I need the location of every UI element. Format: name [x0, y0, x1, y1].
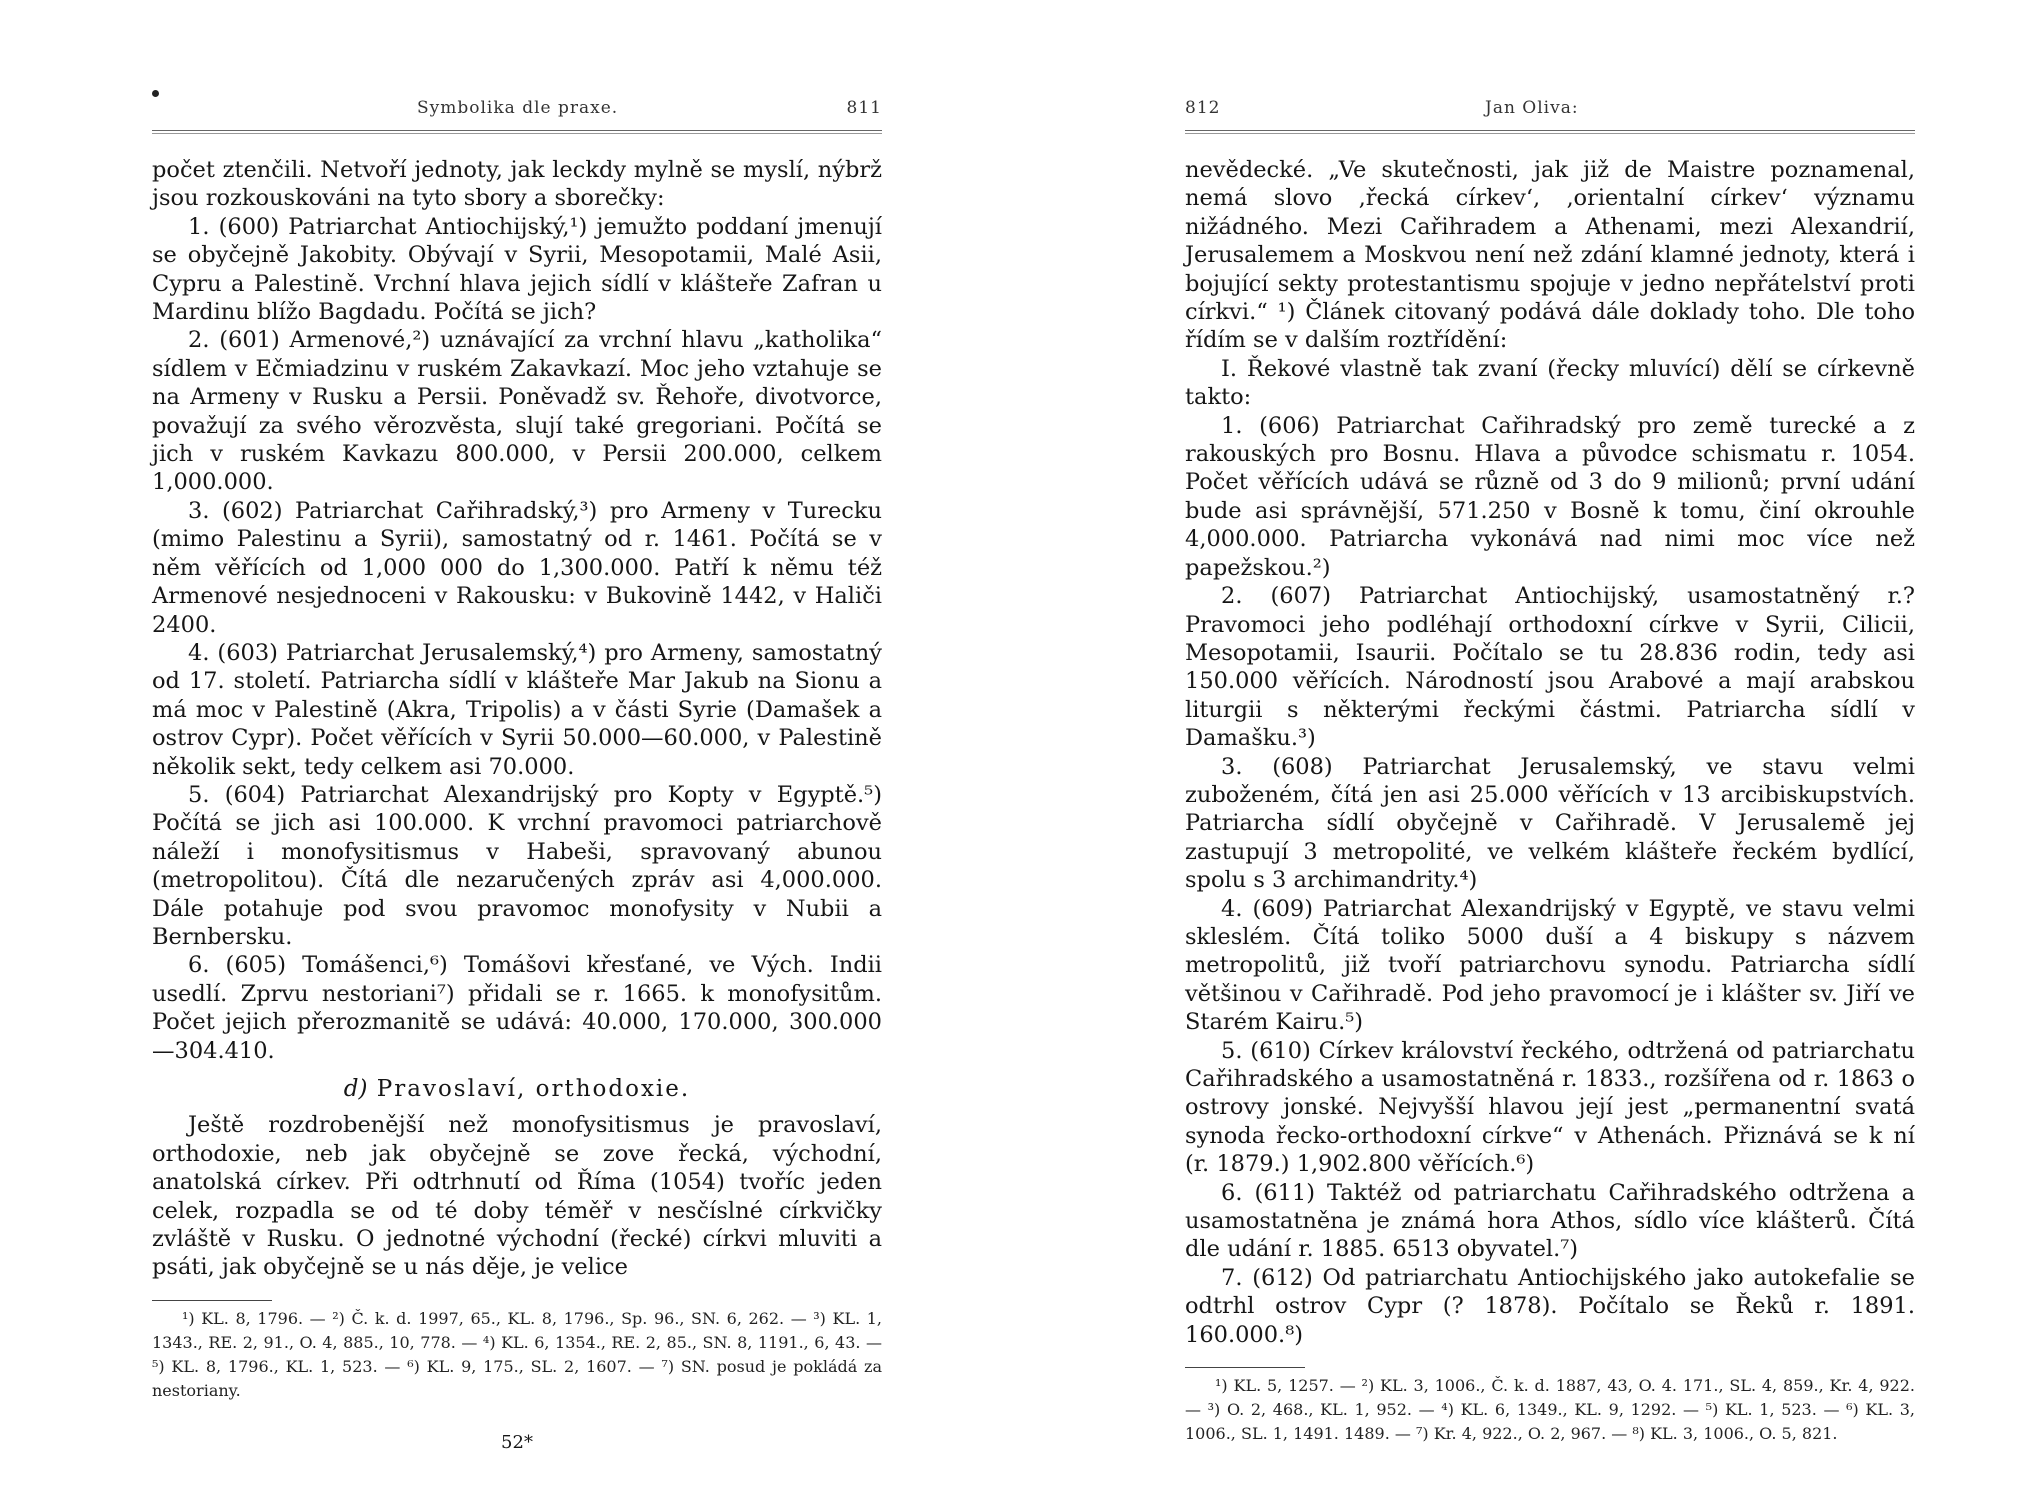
section-label: d) [343, 1076, 368, 1102]
signature-mark: 52* [501, 1431, 533, 1453]
paragraph: Ještě rozdrobenější než monofysitismus je pravoslaví, orthodoxie, neb jak obyčejně se zove řecká, východní, anatolská církev. Při odtrhnutí od Říma (1054) tvoříc jeden celek, rozpadla se od té doby téměř v nesčíslné církvičky zvláště v Rusku. O jednotné východní (řecké) církvi mluviti a psáti, jak obyčejně se u nás děje, je velice [152, 1112, 882, 1281]
left-page-body [152, 156, 882, 1457]
paragraph: 5. (610) Církev království řeckého, odtržená od patriarchatu Cařihradského a usamostatněná r. 1833., rozšířena od r. 1863 o ostrovy jonské. Nejvyšší hlavou její jest „permanentní svatá synoda řecko-orthodoxní církve“ v Athenách. Přiznává se k ní (r. 1879.) 1,902.800 věřících.⁶) [1185, 1037, 1915, 1178]
print-speck [152, 90, 159, 97]
paragraph: 4. (609) Patriarchat Alexandrijský v Egyptě, ve stavu velmi skleslém. Čítá toliko 5000 duší a 4 biskupy s názvem metropolitů, již tvoří patriarchovu synodu. Patriarcha sídlí většinou v Cařihradě. Pod jeho pravomocí je i klášter sv. Jiří ve Starém Kairu.⁵) [1185, 895, 1915, 1036]
right-footnotes [1185, 1374, 1915, 1446]
paragraph: 6. (611) Taktéž od patriarchatu Cařihradského odtržena a usamostatněna je známá hora Athos, sídlo více klášterů. Čítá dle udání r. 1885. 6513 obyvatel.⁷) [1185, 1179, 1915, 1263]
paragraph: 5. (604) Patriarchat Alexandrijský pro Kopty v Egyptě.⁵) Počítá se jich asi 100.000. K vrchní pravomoci patriarchově náleží i monofysitismus v Habeši, spravovaný abunou (metropolitou). Čítá dle nezaručených zpráv asi 4,000.000. Dále potahuje pod svou pravomoc monofysity v Nubii a Bernbersku. [152, 781, 882, 950]
section-title: Pravoslaví, orthodoxie. [376, 1076, 691, 1102]
footnote-rule [1185, 1367, 1305, 1368]
left-head-rule [152, 130, 882, 134]
right-running-head [1185, 98, 1915, 126]
paragraph: 3. (602) Patriarchat Cařihradský,³) pro Armeny v Turecku (mimo Palestinu a Syrii), samostatný od r. 1461. Počítá se v něm věřících od 1,000 000 do 1,300.000. Patří k němu též Armenové nesjednoceni v Rakousku: v Bukovině 1442, v Haliči 2400. [152, 497, 882, 638]
paragraph: 4. (603) Patriarchat Jerusalemský,⁴) pro Armeny, samostatný od 17. století. Patriarcha sídlí v klášteře Mar Jakub na Sionu a má moc v Palestině (Akra, Tripolis) a v části Syrie (Damašek a ostrov Cypr). Počet věřících v Syrii 50.000—60.000, v Palestině několik sekt, tedy celkem asi 70.000. [152, 639, 882, 780]
paragraph: počet ztenčili. Netvoří jednoty, jak leckdy mylně se myslí, nýbrž jsou rozkouskováni na tyto sbory a sborečky: [152, 157, 882, 212]
left-footnotes [152, 1307, 882, 1403]
right-page-body [1185, 156, 1915, 1446]
paragraph: 2. (607) Patriarchat Antiochijský, usamostatněný r.? Pravomoci jeho podléhají orthodoxní církve v Syrii, Cilicii, Mesopotamii, Isaurii. Počítalo se tu 28.836 rodin, tedy asi 150.000 věřících. Národností jsou Arabové a mají arabskou liturgii s některými řeckými částmi. Patriarcha sídlí v Damašku.³) [1185, 583, 1915, 752]
left-running-title: Symbolika dle praxe. [417, 98, 619, 118]
footnote: ¹) KL. 8, 1796. — ²) Č. k. d. 1997, 65., KL. 8, 1796., Sp. 96., SN. 6, 262. — ³) KL. 1, 1343., RE. 2, 91., O. 4, 885., 10, 778. — ⁴) KL. 6, 1354., RE. 2, 85., SN. 8, 1191., 6, 43. — ⁵) KL. 8, 1796., KL. 1, 523. — ⁶) KL. 9, 175., SL. 2, 1607. — ⁷) SN. posud je pokládá za nestoriany. [152, 1308, 882, 1400]
section-heading [152, 1075, 882, 1103]
footnote-rule [152, 1300, 272, 1301]
paragraph: 1. (600) Patriarchat Antiochijský,¹) jemužto poddaní jmenují se obyčejně Jakobity. Obývají v Syrii, Mesopotamii, Malé Asii, Cypru a Palestině. Vrchní hlava jejich sídlí v klášteře Zafran u Mardinu blížo Bagdadu. Počítá se jich? [152, 213, 882, 326]
right-running-title: Jan Oliva: [1485, 98, 1579, 118]
paragraph: 2. (601) Armenové,²) uznávající za vrchní hlavu „katholika“ sídlem v Ečmiadzinu v ruském Zakavkazí. Moc jeho vztahuje se na Armeny v Rusku a Persii. Poněvadž sv. Řehoře, divotvorce, považují za svého věrozvěsta, slují také gregoriani. Počítá se jich v ruském Kavkazu 800.000, v Persii 200.000, celkem 1,000.000. [152, 327, 882, 496]
right-page-number: 812 [1185, 98, 1221, 118]
paragraph: I. Řekové vlastně tak zvaní (řecky mluvící) dělí se církevně takto: [1185, 355, 1915, 411]
right-head-rule [1185, 130, 1915, 134]
paragraph: 1. (606) Patriarchat Cařihradský pro země turecké a z rakouských pro Bosnu. Hlava a původce schismatu r. 1054. Počet věřících udává se různě od 3 do 9 milionů; první udání bude asi správnější, 571.250 v Bosně k tomu, činí okrouhle 4,000.000. Patriarcha vykonává nad nimi moc více než papežskou.²) [1185, 412, 1915, 581]
left-running-head [152, 98, 882, 126]
footnote: ¹) KL. 5, 1257. — ²) KL. 3, 1006., Č. k. d. 1887, 43, O. 4. 171., SL. 4, 859., Kr. 4, 922. — ³) O. 2, 468., KL. 1, 952. — ⁴) KL. 6, 1349., KL. 9, 1292. — ⁵) KL. 1, 523. — ⁶) KL. 3, 1006., SL. 1, 1491. 1489. — ⁷) Kr. 4, 922., O. 2, 967. — ⁸) KL. 3, 1006., O. 5, 821. [1185, 1376, 1915, 1444]
left-page-number: 811 [846, 98, 882, 118]
paragraph: 7. (612) Od patriarchatu Antiochijského jako autokefalie se odtrhl ostrov Cypr (? 1878). Počítalo se Řeků r. 1891. 160.000.⁸) [1185, 1264, 1915, 1348]
paragraph: 3. (608) Patriarchat Jerusalemský, ve stavu velmi zuboženém, čítá jen asi 25.000 věřících v 13 arcibiskupstvích. Patriarcha sídlí obyčejně v Cařihradě. V Jerusalemě jej zastupují 3 metropolité, ve velkém klášteře řeckém bydlící, spolu s 3 archimandrity.⁴) [1185, 753, 1915, 894]
paragraph: 6. (605) Tomášenci,⁶) Tomášovi křesťané, ve Vých. Indii usedlí. Zprvu nestoriani⁷) přidali se r. 1665. k monofysitům. Počet jejich přerozmanitě se udává: 40.000, 170.000, 300.000—304.410. [152, 952, 882, 1064]
paragraph: nevědecké. „Ve skutečnosti, jak již de Maistre poznamenal, nemá slovo ‚řecká církev‘, ‚orientalní církev‘ významu nižádného. Mezi Cařihradem a Athenami, mezi Alexandrií, Jerusalemem a Moskvou není než zdání klamné jednoty, která i bojující sekty protestantismu spojuje v jedno nepřátelství proti církvi.“ ¹) Článek citovaný podává dále doklady toho. Dle toho řídím se v dalším roztřídění: [1185, 157, 1915, 354]
